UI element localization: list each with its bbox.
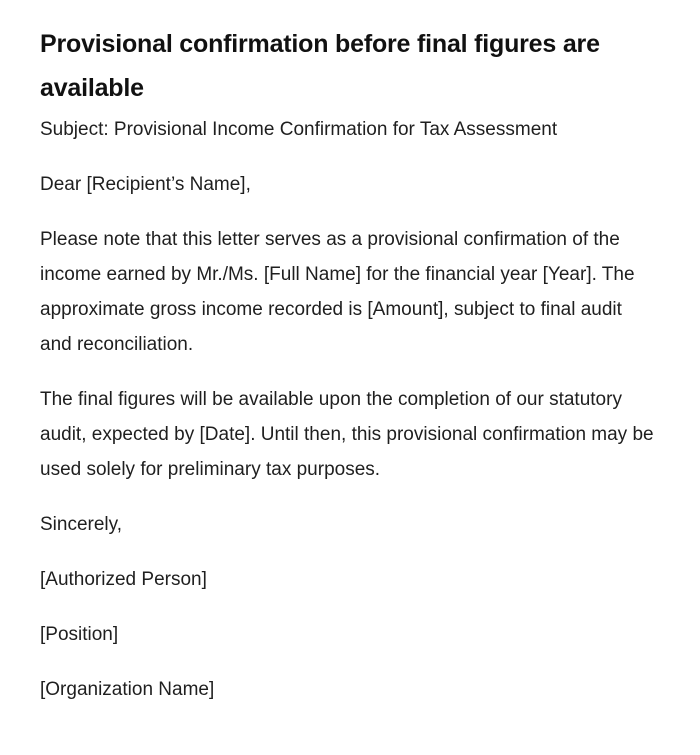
signatory-position: [Position] xyxy=(40,624,119,645)
salutation: Dear [Recipient’s Name], xyxy=(40,174,251,195)
body-paragraph-2: The final figures will be available upon the completion of our statutory audit, expected by [Date]. Until then, this provisional confirmation may be used solely for preliminary tax purposes. xyxy=(40,389,654,480)
document-title: Provisional confirmation before final figures are available xyxy=(40,30,600,102)
organization-name: [Organization Name] xyxy=(40,679,215,700)
letter-document xyxy=(40,22,655,727)
signatory-name: [Authorized Person] xyxy=(40,569,207,590)
body-paragraph-1: Please note that this letter serves as a provisional confirmation of the income earned by Mr./Ms. [Full Name] for the financial year [Year]. The approximate gross income recorded is [Amount], subject to final audit and reconciliation. xyxy=(40,229,635,355)
closing: Sincerely, xyxy=(40,514,123,535)
subject-line: Subject: Provisional Income Confirmation for Tax Assessment xyxy=(40,119,558,140)
